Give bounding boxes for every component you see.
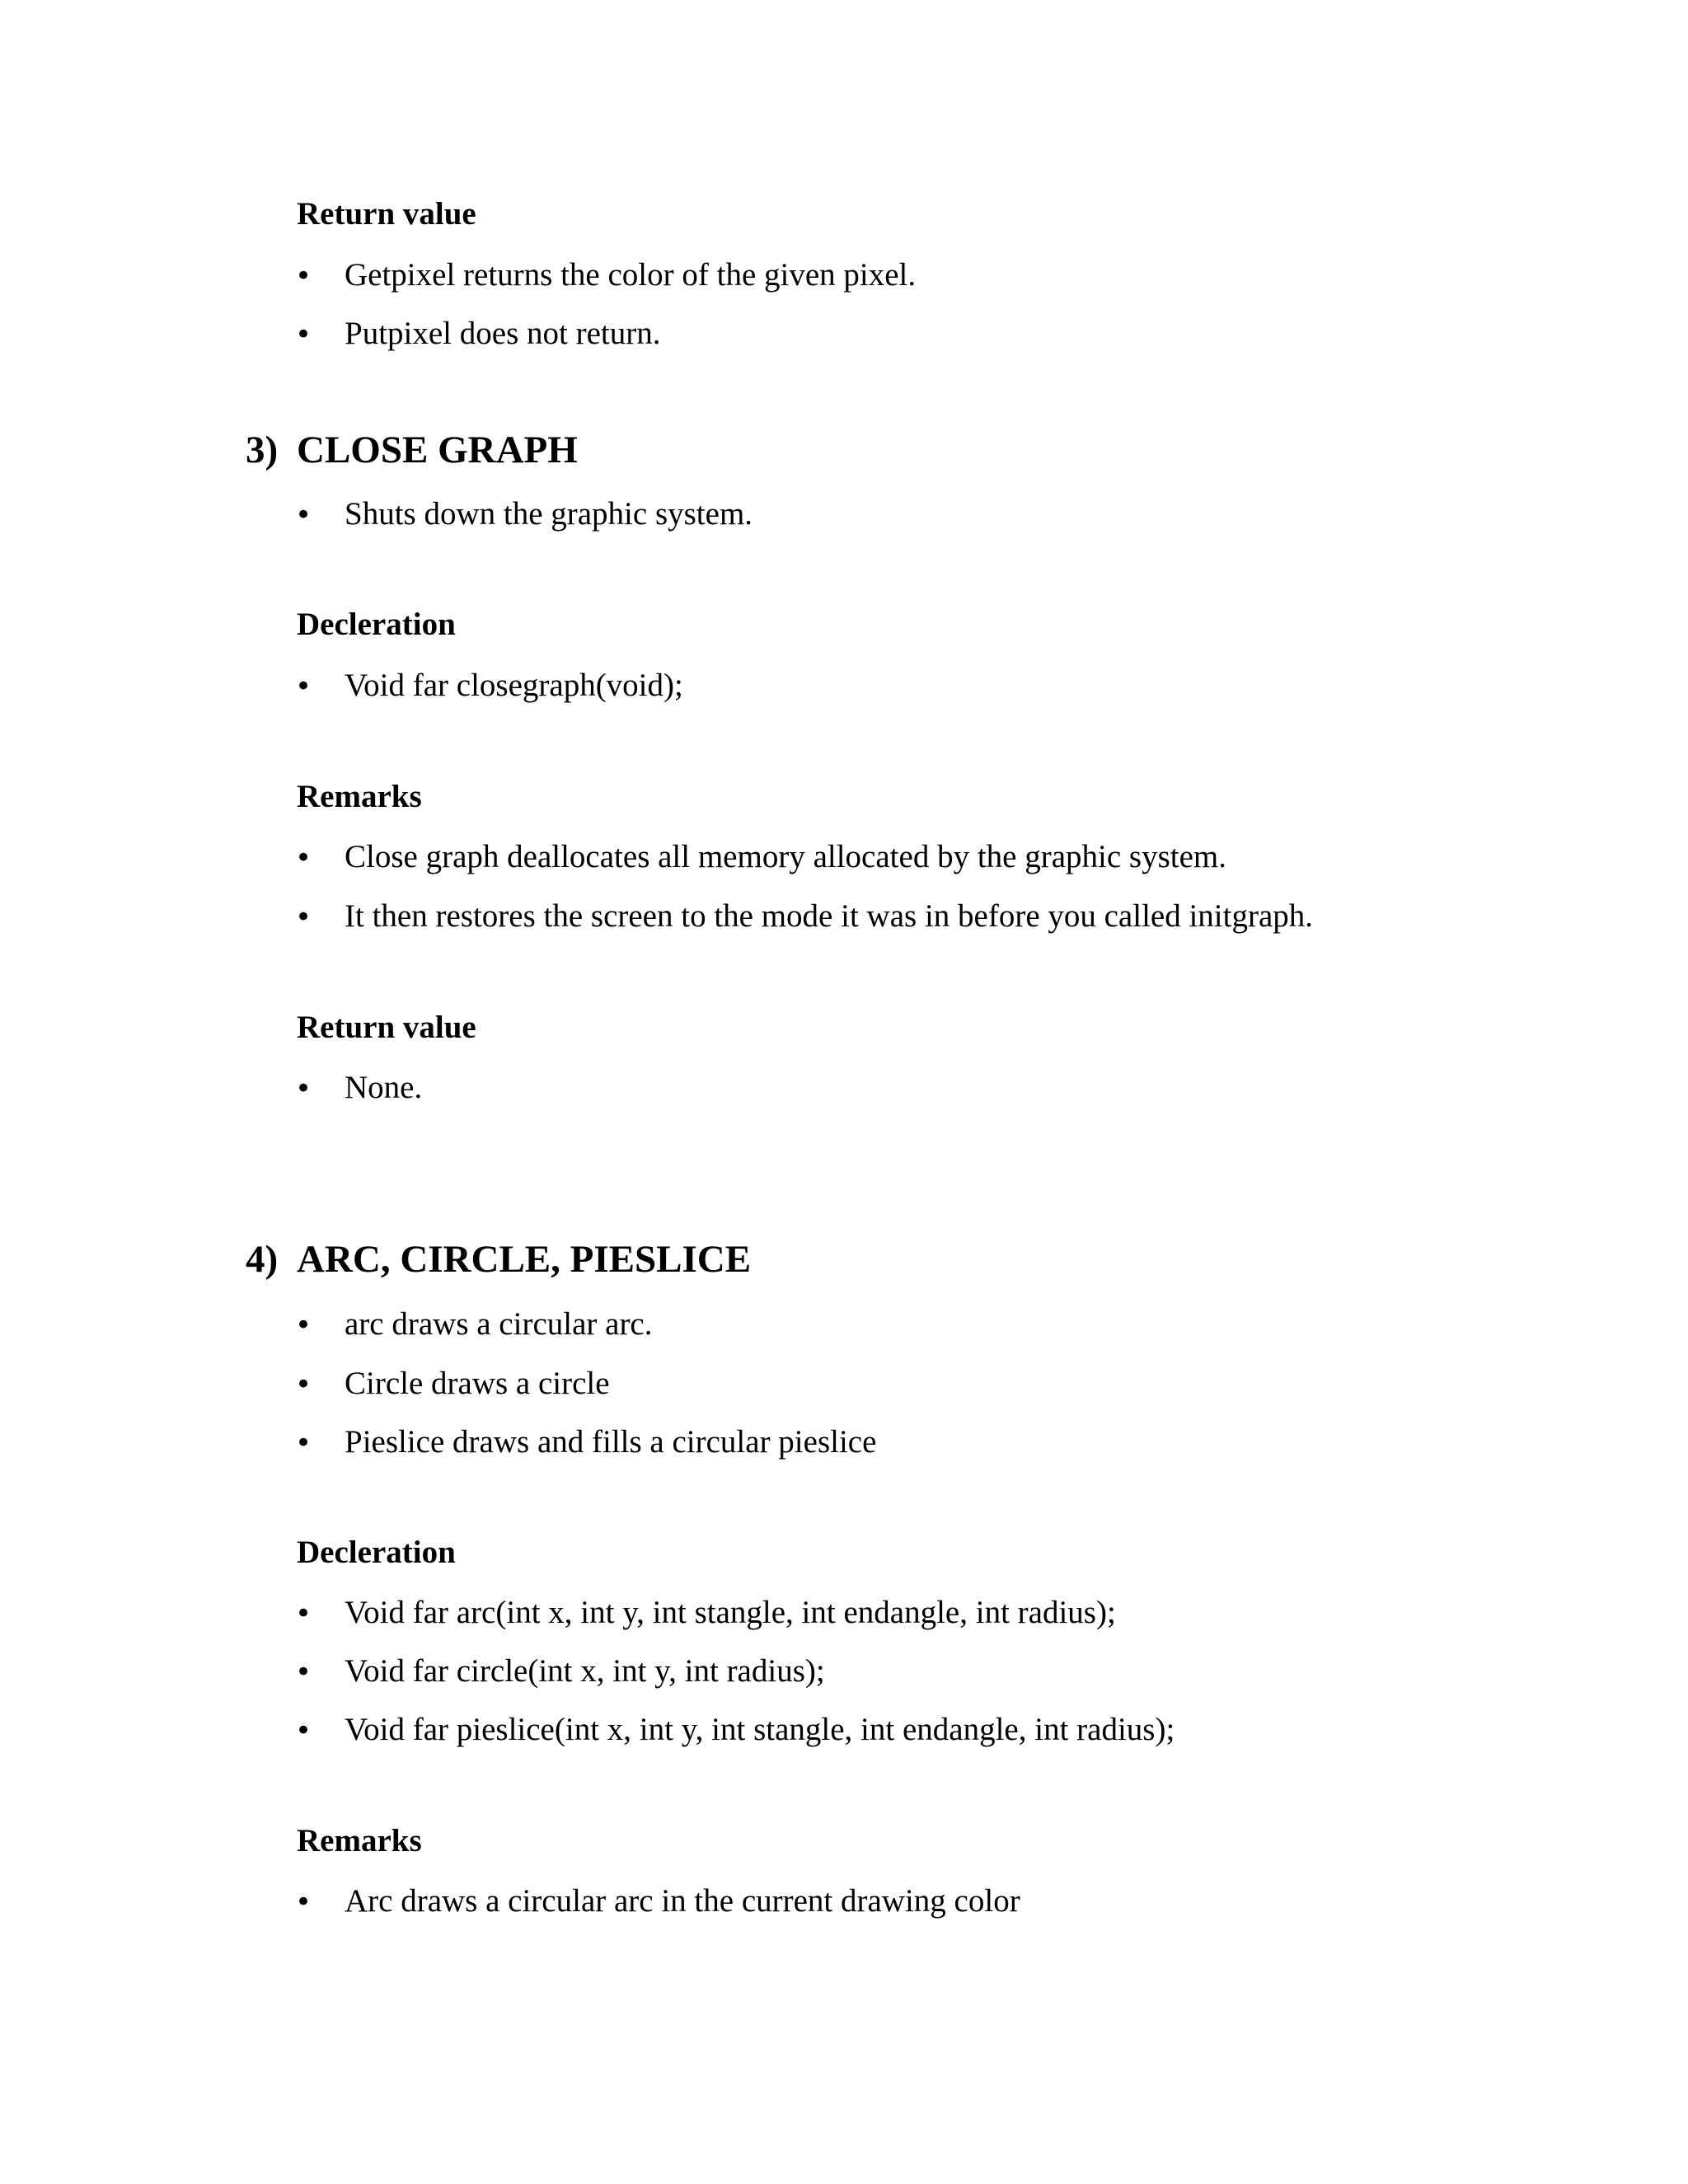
section-number: 4) [246,1238,279,1281]
list-item-text: Arc draws a circular arc in the current drawing color [345,1883,1020,1919]
bullet-icon: • [295,318,312,351]
list-item-text: Circle draws a circle [345,1366,610,1401]
list-item [295,1070,422,1107]
bullet-icon: • [295,901,312,934]
list-item-text: Putpixel does not return. [345,316,661,351]
bullet-icon: • [295,1714,312,1747]
bullet-icon: • [295,1886,312,1919]
list-item-text: Pieslice draws and fills a circular pieslice [345,1424,877,1460]
list-item [295,898,1313,935]
list-item [295,1424,876,1461]
list-item-text: Void far pieslice(int x, int y, int stangle, int endangle, int radius); [345,1712,1175,1747]
bullet-icon: • [295,499,312,532]
section-title: CLOSE GRAPH [297,429,578,471]
remarks-heading: Remarks [297,779,422,814]
remarks-heading: Remarks [297,1823,422,1858]
declaration-heading: Decleration [297,1535,456,1570]
list-item [295,1712,1175,1749]
section-heading-arc-circle-pieslice [246,1238,751,1281]
bullet-icon: • [295,1368,312,1401]
list-item [295,1306,653,1343]
section-number: 3) [246,429,279,471]
list-item-text: Close graph deallocates all memory allocated by the graphic system. [345,839,1226,874]
list-item [295,839,1226,876]
list-item [295,1366,610,1403]
bullet-icon: • [295,841,312,874]
list-item-text: arc draws a circular arc. [345,1306,653,1342]
list-item-text: Void far closegraph(void); [345,668,683,703]
list-item [295,1883,1020,1920]
return-value-heading: Return value [297,196,476,232]
list-item-text: Void far arc(int x, int y, int stangle, int endangle, int radius); [345,1595,1116,1630]
list-item-text: It then restores the screen to the mode it was in before you called initgraph. [345,898,1314,934]
list-item [295,257,916,294]
list-item [295,496,753,533]
list-item-text: Void far circle(int x, int y, int radius); [345,1653,825,1689]
bullet-icon: • [295,1597,312,1630]
list-item [295,1653,825,1690]
list-item [295,316,660,353]
list-item-text: Getpixel returns the color of the given pixel. [345,257,917,293]
bullet-icon: • [295,670,312,703]
list-item-text: None. [345,1070,423,1105]
bullet-icon: • [295,1309,312,1342]
list-item [295,1595,1116,1632]
bullet-icon: • [295,1427,312,1460]
bullet-icon: • [295,1656,312,1689]
bullet-icon: • [295,260,312,293]
declaration-heading: Decleration [297,607,456,642]
list-item-text: Shuts down the graphic system. [345,496,753,532]
section-title: ARC, CIRCLE, PIESLICE [297,1238,752,1281]
list-item [295,668,683,705]
bullet-icon: • [295,1072,312,1105]
return-value-heading: Return value [297,1010,476,1045]
section-heading-close-graph [246,429,578,471]
